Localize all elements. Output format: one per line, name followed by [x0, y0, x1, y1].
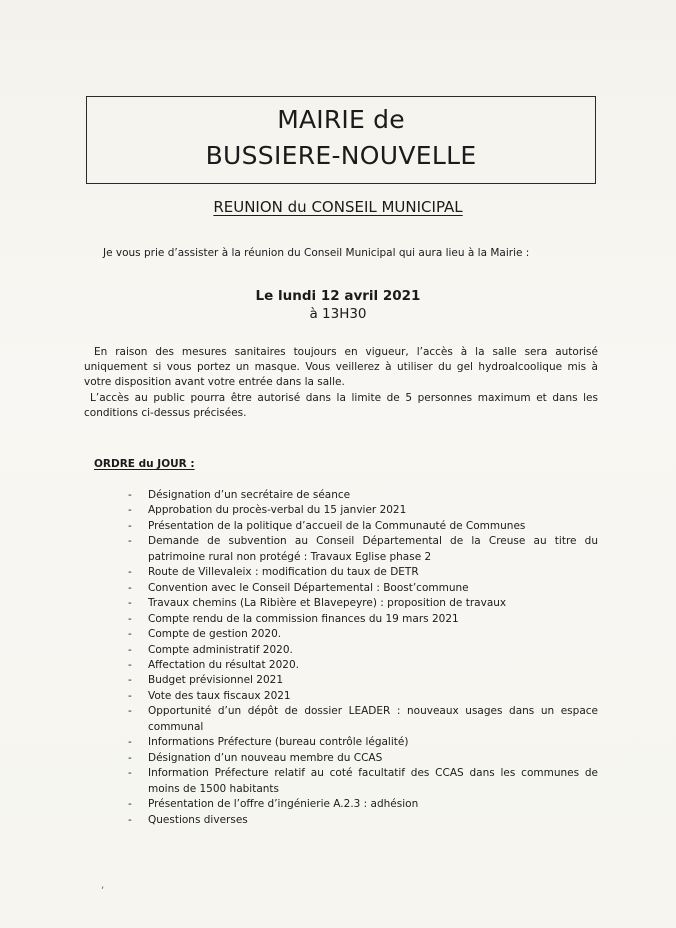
agenda-bullet: - [128, 658, 132, 671]
agenda-item [128, 673, 598, 688]
agenda-item [128, 627, 598, 642]
title-box [86, 96, 596, 184]
agenda-item [128, 813, 598, 828]
agenda-item [128, 735, 598, 750]
agenda-bullet: - [128, 597, 132, 610]
agenda-item-text: Demande de subvention au Conseil Départemental de la Creuse au titre du patrimoine rural non protégé : Travaux Eglise phase 2 [148, 535, 598, 563]
agenda-bullet: - [128, 705, 132, 718]
meeting-time: à 13H30 [309, 306, 367, 322]
sanitary-measures-paragraph: En raison des mesures sanitaires toujours en vigueur, l’accès à la salle sera autorisé uniquement si vous portez un masque. Vous veillerez à utiliser du gel hydroalcoolique mis à votre disposition avant votre entrée dans la salle. [84, 346, 598, 388]
agenda-item-text: Présentation de la politique d’accueil de la Communauté de Communes [148, 519, 526, 532]
agenda-item [128, 704, 598, 735]
agenda-item-text: Convention avec le Conseil Départemental : Boost’commune [148, 581, 469, 594]
agenda-item [128, 689, 598, 704]
agenda-bullet: - [128, 674, 132, 687]
agenda-item [128, 751, 598, 766]
agenda-bullet: - [128, 612, 132, 625]
agenda-item-text: Affectation du résultat 2020. [148, 658, 299, 671]
agenda-bullet: - [128, 504, 132, 517]
agenda-item-text: Information Préfecture relatif au coté facultatif des CCAS dans les communes de moins de 1500 habitants [148, 767, 598, 795]
agenda-item-text: Présentation de l’offre d’ingénierie A.2.3 : adhésion [148, 798, 419, 811]
agenda-item [128, 534, 598, 565]
meeting-subtitle [0, 198, 676, 216]
agenda-list [128, 488, 598, 828]
invitation-intro: Je vous prie d’assister à la réunion du Conseil Municipal qui aura lieu à la Mairie : [103, 247, 530, 259]
agenda-title: ORDRE du JOUR : [94, 458, 195, 470]
agenda-item [128, 612, 598, 627]
agenda-item-text: Budget prévisionnel 2021 [148, 674, 284, 687]
agenda-item [128, 797, 598, 812]
agenda-bullet: - [128, 689, 132, 702]
agenda-bullet: - [128, 751, 132, 764]
agenda-item-text: Compte administratif 2020. [148, 643, 293, 656]
agenda-bullet: - [128, 736, 132, 749]
agenda-item-text: Approbation du procès-verbal du 15 janvier 2021 [148, 504, 407, 517]
agenda-bullet: - [128, 643, 132, 656]
agenda-item-text: Désignation d’un secrétaire de séance [148, 489, 351, 501]
agenda-item [128, 596, 598, 611]
meeting-date: Le lundi 12 avril 2021 [255, 288, 421, 304]
agenda-item-text: Opportunité d’un dépôt de dossier LEADER : nouveaux usages dans un espace communal [148, 705, 598, 733]
agenda-bullet: - [128, 535, 132, 548]
agenda-item [128, 503, 598, 518]
agenda-item [128, 766, 598, 797]
agenda-item [128, 519, 598, 534]
agenda-item-text: Compte de gestion 2020. [148, 628, 282, 641]
agenda-item-text: Route de Villevaleix : modification du taux de DETR [148, 566, 419, 579]
agenda-bullet: - [128, 566, 132, 579]
town-hall-title: MAIRIE de [277, 105, 405, 134]
agenda-item-text: Désignation d’un nouveau membre du CCAS [148, 751, 383, 764]
agenda-item [128, 565, 598, 580]
agenda-item-text: Informations Préfecture (bureau contrôle légalité) [148, 736, 409, 749]
agenda-bullet: - [128, 581, 132, 594]
public-access-paragraph: L’accès au public pourra être autorisé dans la limite de 5 personnes maximum et dans les conditions ci-dessus précisées. [84, 392, 598, 419]
meeting-subtitle-text: REUNION du CONSEIL MUNICIPAL [213, 198, 463, 216]
agenda-bullet: - [128, 519, 132, 532]
agenda-item-text: Vote des taux fiscaux 2021 [148, 689, 291, 702]
agenda-item [128, 488, 598, 503]
agenda-item [128, 658, 598, 673]
agenda-bullet: - [128, 767, 132, 780]
agenda-bullet: - [128, 628, 132, 641]
agenda-item-text: Compte rendu de la commission finances du 19 mars 2021 [148, 612, 459, 625]
agenda-bullet: - [128, 489, 132, 501]
agenda-item-text: Travaux chemins (La Ribière et Blavepeyre) : proposition de travaux [148, 597, 507, 610]
agenda-item [128, 581, 598, 596]
agenda-item-text: Questions diverses [148, 813, 248, 826]
town-name-title: BUSSIERE-NOUVELLE [205, 141, 477, 170]
agenda-item [128, 643, 598, 658]
agenda-bullet: - [128, 813, 132, 826]
agenda-bullet: - [128, 798, 132, 811]
scan-mark: , [101, 880, 105, 891]
